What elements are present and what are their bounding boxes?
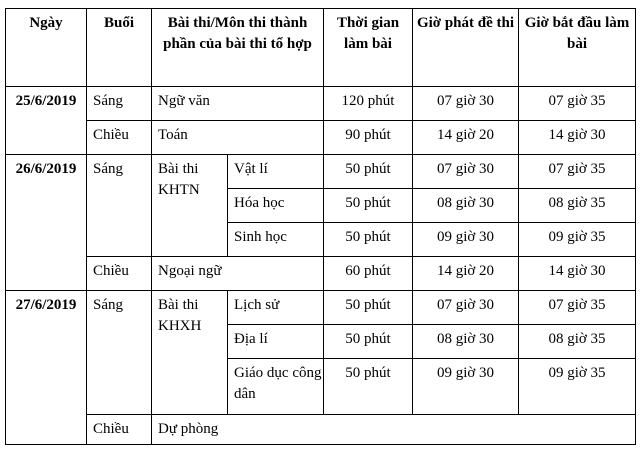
- release-time-cell: 07 giờ 30: [413, 291, 519, 325]
- header-start-time: Giờ bắt đầu làm bài: [519, 9, 636, 87]
- duration-cell: 50 phút: [324, 155, 413, 189]
- session-cell: Chiều: [87, 415, 152, 445]
- header-subject: Bài thi/Môn thi thành phần của bài thi tổ hợp: [152, 9, 324, 87]
- start-time-cell: 09 giờ 35: [519, 223, 636, 257]
- exam-group-cell: Bài thi KHXH: [152, 291, 228, 415]
- header-release-time: Giờ phát đề thi: [413, 9, 519, 87]
- release-time-cell: 14 giờ 20: [413, 257, 519, 291]
- release-time-cell: 07 giờ 30: [413, 155, 519, 189]
- duration-cell: 50 phút: [324, 223, 413, 257]
- header-row: [6, 9, 636, 87]
- start-time-cell: 07 giờ 35: [519, 291, 636, 325]
- start-time-cell: 09 giờ 35: [519, 359, 636, 415]
- component-subject-cell: Hóa học: [228, 189, 324, 223]
- duration-cell: 60 phút: [324, 257, 413, 291]
- session-cell: Sáng: [87, 155, 152, 257]
- component-subject-cell: Lịch sử: [228, 291, 324, 325]
- start-time-cell: 14 giờ 30: [519, 121, 636, 155]
- subject-cell: Ngữ văn: [152, 87, 324, 121]
- header-duration: Thời gian làm bài: [324, 9, 413, 87]
- start-time-cell: 07 giờ 35: [519, 155, 636, 189]
- start-time-cell: 08 giờ 35: [519, 189, 636, 223]
- session-cell: Chiều: [87, 121, 152, 155]
- table-row: [6, 415, 636, 445]
- start-time-cell: 14 giờ 30: [519, 257, 636, 291]
- start-time-cell: 07 giờ 35: [519, 87, 636, 121]
- duration-cell: 50 phút: [324, 291, 413, 325]
- exam-group-cell: Bài thi KHTN: [152, 155, 228, 257]
- subject-cell: Dự phòng: [152, 415, 636, 445]
- start-time-cell: 08 giờ 35: [519, 325, 636, 359]
- release-time-cell: 09 giờ 30: [413, 223, 519, 257]
- release-time-cell: 09 giờ 30: [413, 359, 519, 415]
- session-cell: Sáng: [87, 87, 152, 121]
- release-time-cell: 14 giờ 20: [413, 121, 519, 155]
- header-session: Buổi: [87, 9, 152, 87]
- table-row: [6, 155, 636, 189]
- date-cell: 27/6/2019: [6, 291, 87, 445]
- release-time-cell: 08 giờ 30: [413, 325, 519, 359]
- release-time-cell: 07 giờ 30: [413, 87, 519, 121]
- exam-schedule-table: [5, 8, 636, 445]
- duration-cell: 120 phút: [324, 87, 413, 121]
- component-subject-cell: Địa lí: [228, 325, 324, 359]
- header-date: Ngày: [6, 9, 87, 87]
- session-cell: Chiều: [87, 257, 152, 291]
- duration-cell: 50 phút: [324, 189, 413, 223]
- component-subject-cell: Vật lí: [228, 155, 324, 189]
- table-row: [6, 257, 636, 291]
- component-subject-cell: Sinh học: [228, 223, 324, 257]
- table-row: [6, 291, 636, 325]
- date-cell: 25/6/2019: [6, 87, 87, 155]
- duration-cell: 50 phút: [324, 359, 413, 415]
- release-time-cell: 08 giờ 30: [413, 189, 519, 223]
- date-cell: 26/6/2019: [6, 155, 87, 291]
- table-row: [6, 121, 636, 155]
- duration-cell: 50 phút: [324, 325, 413, 359]
- component-subject-cell: Giáo dục công dân: [228, 359, 324, 415]
- table-row: [6, 87, 636, 121]
- subject-cell: Toán: [152, 121, 324, 155]
- duration-cell: 90 phút: [324, 121, 413, 155]
- session-cell: Sáng: [87, 291, 152, 415]
- subject-cell: Ngoại ngữ: [152, 257, 324, 291]
